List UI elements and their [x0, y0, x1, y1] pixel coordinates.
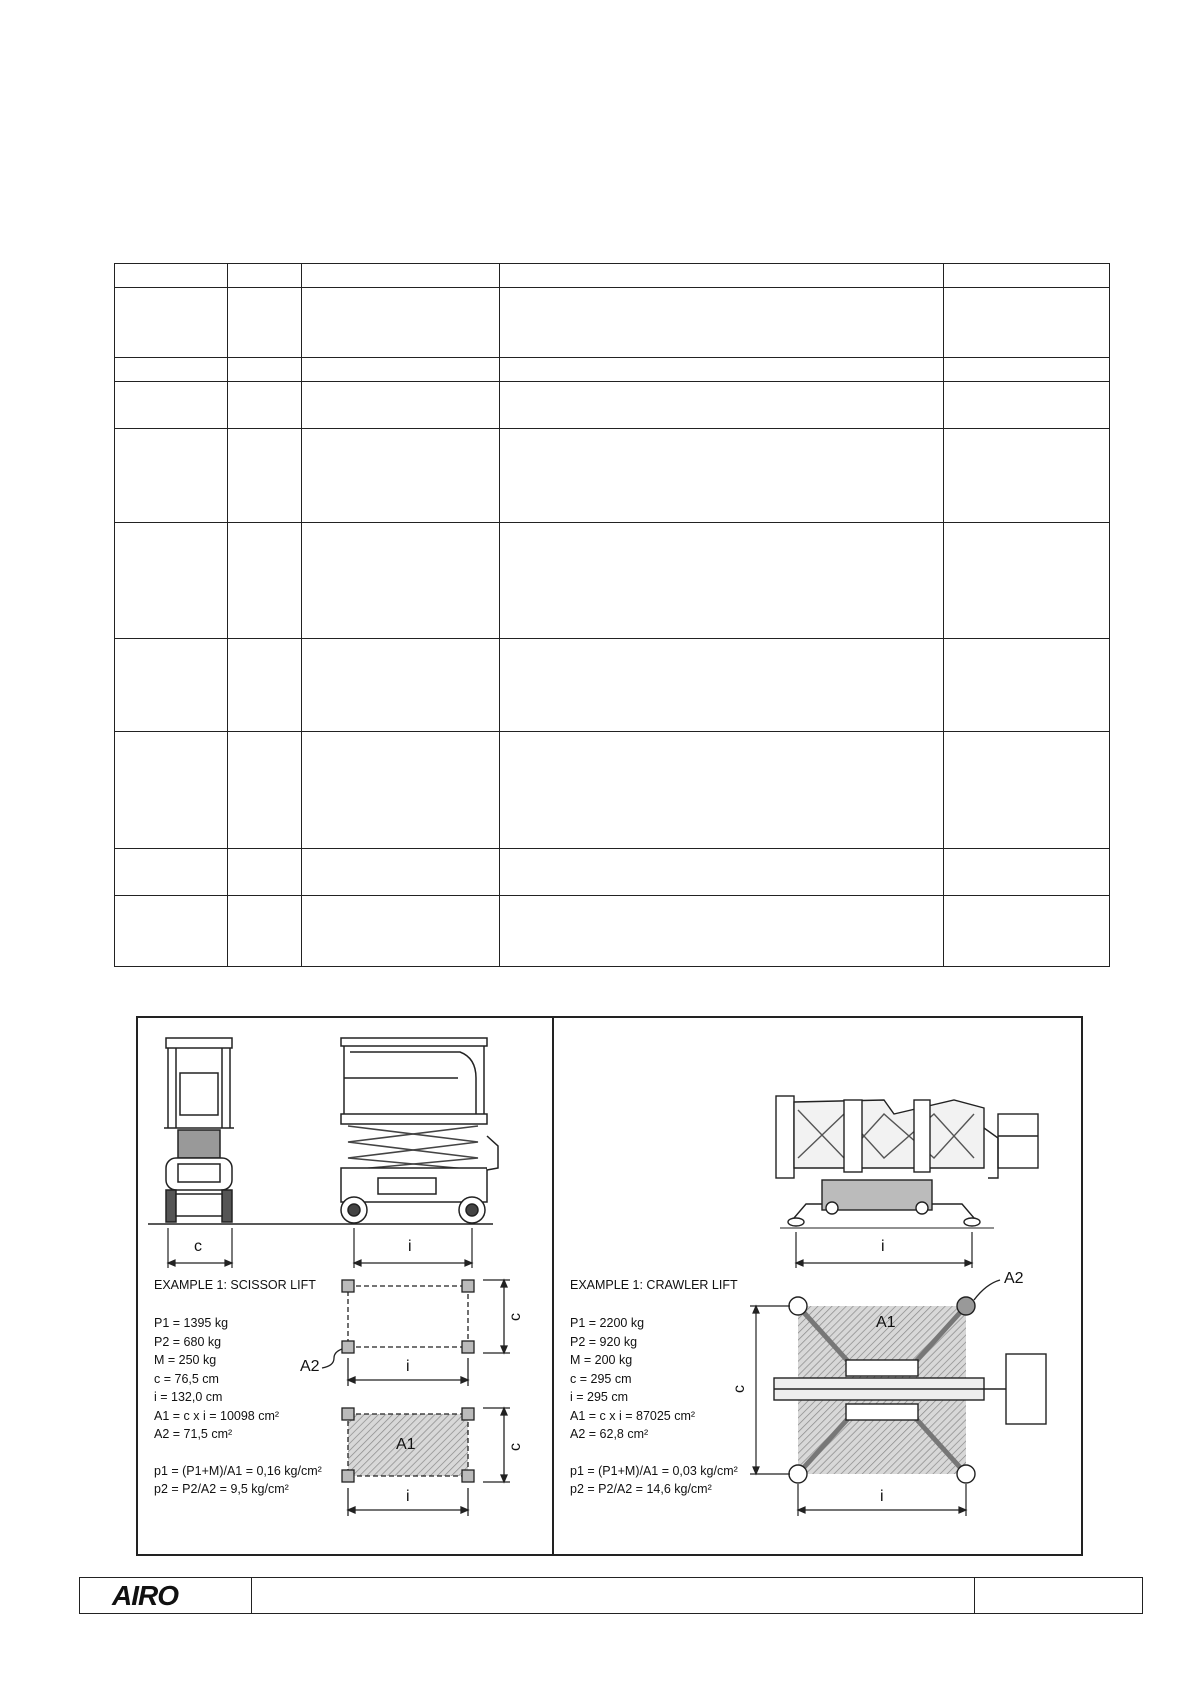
table-row: [115, 639, 1110, 732]
value-line: P1 = 1395 kg: [154, 1316, 229, 1330]
a2-label: A2: [1004, 1270, 1024, 1287]
value-line: i = 132,0 cm: [154, 1390, 223, 1404]
crawler-values: [570, 1314, 738, 1499]
scissor-values: [154, 1314, 322, 1499]
value-line: c = 76,5 cm: [154, 1371, 219, 1386]
value-line: P1 = 2200 kg: [570, 1316, 645, 1330]
table-row: [115, 264, 1110, 288]
scissor-title: EXAMPLE 1: SCISSOR LIFT: [154, 1278, 316, 1292]
value-line: A1 = c x i = 10098 cm²: [154, 1408, 280, 1423]
page-footer: [79, 1577, 1143, 1614]
result-line: p2 = P2/A2 = 9,5 kg/cm²: [154, 1482, 289, 1496]
a1-label: A1: [876, 1314, 896, 1331]
crawler-title: EXAMPLE 1: CRAWLER LIFT: [570, 1278, 738, 1292]
crawler-plan-view: [774, 1280, 1046, 1483]
scissor-lift-panel: [138, 1018, 552, 1554]
dim-i-label: i: [408, 1238, 412, 1255]
plan2-i-label: i: [406, 1488, 410, 1505]
brand-logo: AIRO: [112, 1580, 178, 1611]
value-line: A2 = 71,5 cm²: [154, 1427, 233, 1441]
footer-logo-cell: [80, 1578, 252, 1613]
result-line: p1 = (P1+M)/A1 = 0,16 kg/cm²: [154, 1463, 322, 1478]
plan-i-label: i: [406, 1358, 410, 1375]
value-line: A1 = c x i = 87025 cm²: [570, 1408, 696, 1423]
value-line: c = 295 cm: [570, 1371, 632, 1386]
value-line: M = 250 kg: [154, 1353, 217, 1367]
plan-c-label: c: [507, 1313, 524, 1321]
plan-c-label: c: [731, 1385, 748, 1393]
value-line: M = 200 kg: [570, 1353, 633, 1367]
value-line: i = 295 cm: [570, 1390, 629, 1404]
table-row: [115, 429, 1110, 522]
result-line: p1 = (P1+M)/A1 = 0,03 kg/cm²: [570, 1463, 738, 1478]
ground-pressure-figure: [136, 1016, 1083, 1556]
blank-table: [114, 263, 1110, 967]
dim-c-label: c: [194, 1238, 202, 1255]
table-row: [115, 895, 1110, 966]
table-row: [115, 732, 1110, 848]
value-line: A2 = 62,8 cm²: [570, 1427, 649, 1441]
dim-i-label: i: [881, 1238, 885, 1255]
table-row: [115, 848, 1110, 895]
a2-label: A2: [300, 1358, 320, 1375]
scissor-front-view: [164, 1038, 234, 1222]
plan2-c-label: c: [507, 1443, 524, 1451]
value-line: P2 = 680 kg: [154, 1334, 222, 1349]
table-row: [115, 382, 1110, 429]
table-row: [115, 288, 1110, 358]
plan-i-label: i: [880, 1488, 884, 1505]
value-line: P2 = 920 kg: [570, 1334, 638, 1349]
scissor-side-view: [341, 1038, 498, 1223]
table-row: [115, 522, 1110, 638]
table-row: [115, 358, 1110, 382]
result-line: p2 = P2/A2 = 14,6 kg/cm²: [570, 1482, 712, 1496]
scissor-plan-a2: [322, 1280, 510, 1386]
a1-label: A1: [396, 1436, 416, 1453]
scissor-plan-a1: [342, 1408, 510, 1516]
crawler-lift-panel: [554, 1018, 1083, 1554]
crawler-side-view: [776, 1096, 1038, 1226]
footer-middle-cell: [252, 1578, 975, 1613]
